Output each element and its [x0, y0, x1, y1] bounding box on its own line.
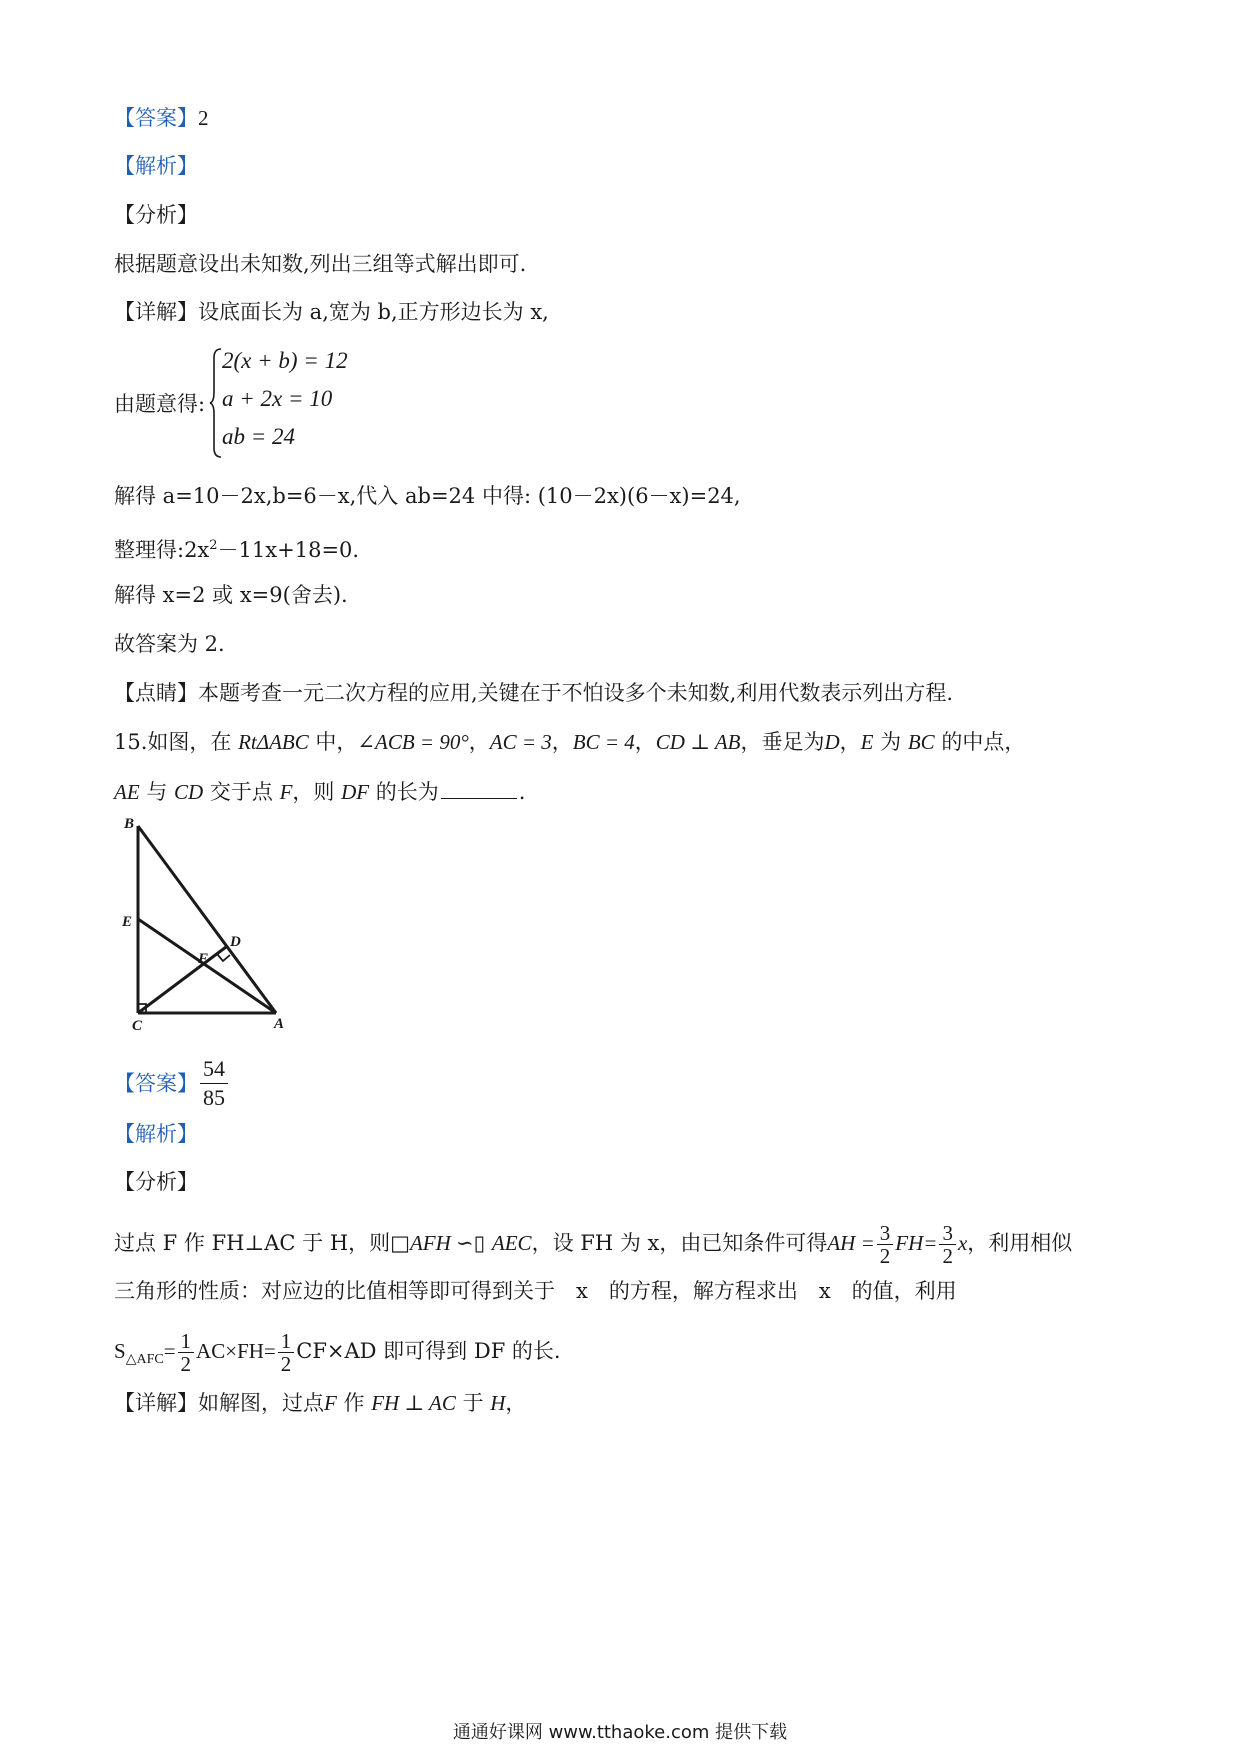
- q15-xiangjie-f: F: [324, 1391, 337, 1415]
- q15-fenxi-ah: AH =: [827, 1231, 875, 1255]
- figure-label-a: A: [274, 1016, 285, 1032]
- q14-jiexi-tag: 【解析】: [114, 154, 198, 178]
- q14-step2-b: －11x+18=0.: [217, 538, 360, 562]
- q15-fenxi-frac4: [278, 1330, 295, 1375]
- q15-stem-end: .: [518, 780, 526, 804]
- figure-label-e: E: [122, 914, 133, 930]
- q15-fenxi-box: □: [390, 1231, 410, 1255]
- q15-fenxi-s: S: [114, 1339, 126, 1363]
- q14-step1: 解得 a=10－2x,b=6－x,代入 ab=24 中得: (10－2x)(6－x)=24,: [114, 484, 741, 508]
- q15-answer-fraction: [200, 1055, 228, 1112]
- q14-system-eq1: 2(x + b) = 12: [222, 348, 348, 373]
- q15-xiangjie-line: [114, 1389, 526, 1417]
- q15-jiexi-tag: 【解析】: [114, 1122, 198, 1146]
- q14-xiangjie-tag: 【详解】: [114, 300, 198, 324]
- frac-den: 2: [942, 1244, 953, 1268]
- q14-jiexi-line: [114, 152, 198, 180]
- q14-fenxi-tag: 【分析】: [114, 203, 198, 227]
- q15-stem-sep: ，: [839, 730, 861, 754]
- q15-fenxi-frac3: [178, 1330, 195, 1375]
- figure-label-f: F: [198, 951, 209, 967]
- q15-xiangjie-perp: FH ⊥ AC: [371, 1391, 456, 1415]
- frac-den: 2: [280, 1352, 292, 1376]
- q15-fenxi-eq: =: [163, 1339, 176, 1363]
- q15-stem-text: 中，: [308, 730, 358, 754]
- q15-answer-den: 85: [203, 1085, 225, 1110]
- q15-stem-bc: BC = 4: [572, 730, 635, 754]
- q15-fenxi-frac: [877, 1222, 894, 1267]
- segment-ab: [138, 826, 276, 1013]
- q15-fenxi-bar: ▯: [473, 1231, 486, 1255]
- q15-stem-sep: ，: [468, 730, 490, 754]
- q14-xiangjie-line: [114, 298, 549, 326]
- q15-stem-f: F: [279, 780, 293, 804]
- figure-label-c: C: [132, 1018, 143, 1034]
- q14-xiangjie-text: 设底面长为 a,宽为 b,正方形边长为 x,: [198, 300, 549, 324]
- q15-fenxi-sim: AFH ∽: [409, 1231, 474, 1255]
- figure-label-b: B: [124, 816, 135, 832]
- q15-xiangjie-text: 如解图，过点: [198, 1391, 324, 1415]
- q15-fenxi-frac2: [939, 1222, 956, 1267]
- q15-stem-foot: ，垂足为: [740, 730, 825, 754]
- q15-answer-num: 54: [200, 1055, 228, 1084]
- q15-stem-sep: ，: [551, 730, 573, 754]
- q15-fenxi-l2: 三角形的性质：对应边的比值相等即可得到关于 x 的方程，解方程求出 x 的值，利用: [114, 1279, 957, 1303]
- q15-jiexi-line: [114, 1120, 198, 1148]
- q15-stem-cd: CD: [174, 780, 204, 804]
- right-angle-mark-d: [217, 954, 230, 961]
- answer-blank: [441, 780, 517, 799]
- q14-answer-tag: 【答案】: [114, 106, 198, 130]
- q14-answer-line: [114, 104, 209, 132]
- q15-fenxi-line: [114, 1168, 198, 1196]
- q15-stem-e: E: [860, 730, 874, 754]
- q15-stem-line2: [114, 778, 525, 806]
- q15-stem-text: 为: [873, 730, 908, 754]
- brace-icon: [209, 346, 223, 460]
- frac-num: 3: [939, 1222, 956, 1245]
- q14-answer-value: 2: [198, 106, 209, 130]
- q15-xiangjie-text: ，: [505, 1391, 527, 1415]
- q14-fenxi-text: 根据题意设出未知数,列出三组等式解出即可.: [114, 252, 527, 276]
- q15-stem-line1: [114, 728, 1025, 756]
- q14-step2: [114, 532, 359, 564]
- q15-xiangjie-text: 作: [336, 1391, 372, 1415]
- q15-fenxi-text: 过点 F 作 FH⊥AC 于 H，则: [114, 1231, 391, 1255]
- q14-dianjing-line: [114, 679, 953, 707]
- q14-step2-a: 整理得:2x: [114, 538, 210, 562]
- q15-stem-prefix: 15.如图，在: [114, 730, 239, 754]
- q15-xiangjie-h: H: [490, 1391, 506, 1415]
- q14-step2-sup: 2: [209, 538, 218, 553]
- q15-stem-perp: CD ⊥ AB: [655, 730, 741, 754]
- q15-xiangjie-tag: 【详解】: [114, 1391, 198, 1415]
- q15-xiangjie-text: 于: [455, 1391, 491, 1415]
- q14-system-label: 由题意得:: [114, 392, 206, 416]
- q15-fenxi-text: ，设 FH 为 x，由已知条件可得: [531, 1231, 828, 1255]
- q15-stem-text: ，则: [292, 780, 342, 804]
- q15-fenxi-l1: [114, 1222, 1072, 1267]
- segment-cd: [138, 947, 226, 1013]
- frac-num: 3: [877, 1222, 894, 1245]
- q15-stem-triangle: RtΔABC: [238, 730, 309, 754]
- q14-system-eq2: a + 2x = 10: [222, 386, 333, 411]
- q15-fenxi-sub: △AFC: [125, 1352, 164, 1368]
- q15-stem-bc2: BC: [907, 730, 935, 754]
- q15-stem-d: D: [824, 730, 840, 754]
- q15-stem-ac: AC = 3: [489, 730, 552, 754]
- page-footer: 通通好课网 www.tthaoke.com 提供下载: [452, 1722, 788, 1743]
- frac-num: 1: [178, 1330, 195, 1353]
- q15-fenxi-x: x: [957, 1231, 968, 1255]
- q15-fenxi-mid: AC×FH=: [196, 1339, 276, 1363]
- q15-answer-tag: 【答案】: [114, 1071, 198, 1096]
- q15-stem-ae: AE: [114, 780, 140, 804]
- q15-stem-text: 交于点: [203, 780, 280, 804]
- q15-stem-angle: ∠ACB = 90°: [357, 730, 469, 754]
- q15-stem-text: 与: [139, 780, 175, 804]
- q15-triangle-figure: [110, 808, 290, 1038]
- frac-den: 2: [879, 1244, 891, 1268]
- q15-fenxi-aec: AEC: [491, 1231, 532, 1255]
- q14-dianjing-tag: 【点睛】: [114, 681, 198, 705]
- q14-step3: 解得 x=2 或 x=9(舍去).: [114, 583, 348, 607]
- figure-label-d: D: [230, 934, 241, 950]
- q14-step4: 故答案为 2.: [114, 632, 225, 656]
- q14-fenxi-line: [114, 201, 198, 229]
- q15-stem-df: DF: [341, 780, 370, 804]
- q15-stem-text: 的中点，: [934, 730, 1026, 754]
- q14-system-eq3: ab = 24: [222, 424, 296, 449]
- frac-den: 2: [180, 1352, 192, 1376]
- q15-stem-text: 的长为: [369, 780, 439, 804]
- q15-answer-line: [114, 1055, 230, 1112]
- q14-dianjing-text: 本题考查一元二次方程的应用,关键在于不怕设多个未知数,利用代数表示列出方程.: [198, 681, 954, 705]
- q15-stem-sep: ，: [634, 730, 656, 754]
- frac-num: 1: [278, 1330, 295, 1353]
- q15-fenxi-fh: FH=: [895, 1231, 938, 1255]
- q15-fenxi-end: CF×AD 即可得到 DF 的长.: [296, 1339, 561, 1363]
- q15-fenxi-text: ，利用相似: [967, 1231, 1073, 1255]
- q15-fenxi-tag: 【分析】: [114, 1170, 198, 1194]
- q15-fenxi-l3: [114, 1330, 561, 1375]
